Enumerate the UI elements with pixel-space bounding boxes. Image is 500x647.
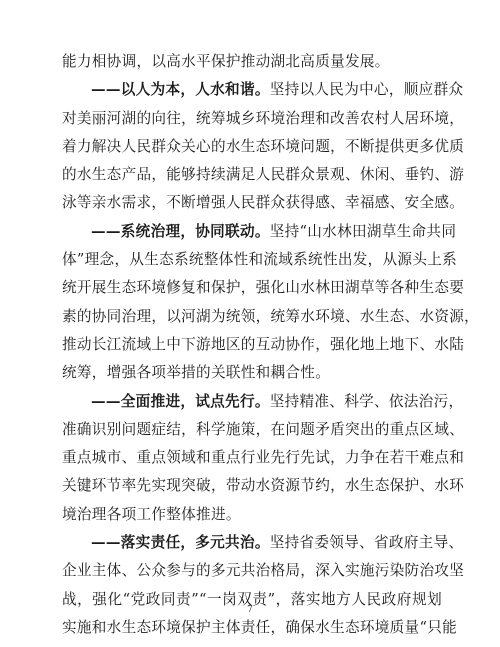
text-line: 的水生态产品，能够持续满足人民群众景观、休闲、垂钓、游 [62, 166, 465, 184]
text-line: 素的协同治理，以河湖为统领，统筹水环境、水生态、水资源， [62, 307, 480, 325]
text-line: 实施和水生态环境保护主体责任，确保水生态环境质量“只能 [62, 618, 458, 636]
text-line: 重点城市、重点领域和重点行业先行先试，力争在若干难点和 [62, 449, 465, 467]
text-line: 对美丽河湖的向往，统筹城乡环境治理和改善农村人居环境， [62, 109, 465, 127]
page-number: 7 [247, 605, 253, 615]
paragraph-text: 坚持省委领导、省政府主导、 [269, 534, 464, 552]
paragraph-heading: ——系统治理，协同联动。 [91, 222, 270, 240]
paragraph-heading: ——全面推进，试点先行。 [91, 392, 270, 410]
paragraph-text: 坚持以人民为中心，顺应群众 [269, 81, 464, 99]
text-line: 统筹，增强各项举措的关联性和耦合性。 [62, 364, 331, 382]
text-line: 准确识别问题症结，科学施策，在问题矛盾突出的重点区域、 [62, 420, 465, 438]
text-line: 推动长江流域上中下游地区的互动协作，强化地上地下、水陆 [62, 335, 465, 353]
heading-line [62, 218, 457, 246]
text-line: 着力解决人民群众关心的水生态环境问题，不断提供更多优质 [62, 137, 465, 155]
heading-line [62, 388, 464, 416]
document-body [62, 48, 480, 642]
heading-line [62, 529, 464, 557]
paragraph-heading: ——以人为本，人水和谐。 [91, 81, 270, 99]
text-line: 企业主体、公众参与的多元共治格局，深入实施污染防治攻坚 [62, 562, 465, 580]
heading-line [62, 76, 464, 104]
text-line: 能力相协调，以高水平保护推动湖北高质量发展。 [62, 53, 390, 70]
text-line: 体”理念，从生态系统整体性和流域系统性出发，从源头上系 [62, 251, 458, 269]
paragraph-text: 坚持“山水林田湖草生命共同 [269, 222, 457, 240]
paragraph-heading: ——落实责任，多元共治。 [91, 534, 270, 552]
paragraph-text: 坚持精准、科学、依法治污， [269, 392, 464, 410]
text-line: 战，强化“党政同责”“一岗双责”，落实地方人民政府规划 [62, 590, 442, 608]
text-line: 泳等亲水需求，不断增强人民群众获得感、幸福感、安全感。 [62, 194, 465, 212]
text-line: 境治理各项工作整体推进。 [62, 505, 241, 523]
text-line: 统开展生态环境修复和保护，强化山水林田湖草等各种生态要 [62, 279, 465, 297]
text-line: 关键环节率先实现突破，带动水资源节约，水生态保护、水环 [62, 477, 465, 495]
